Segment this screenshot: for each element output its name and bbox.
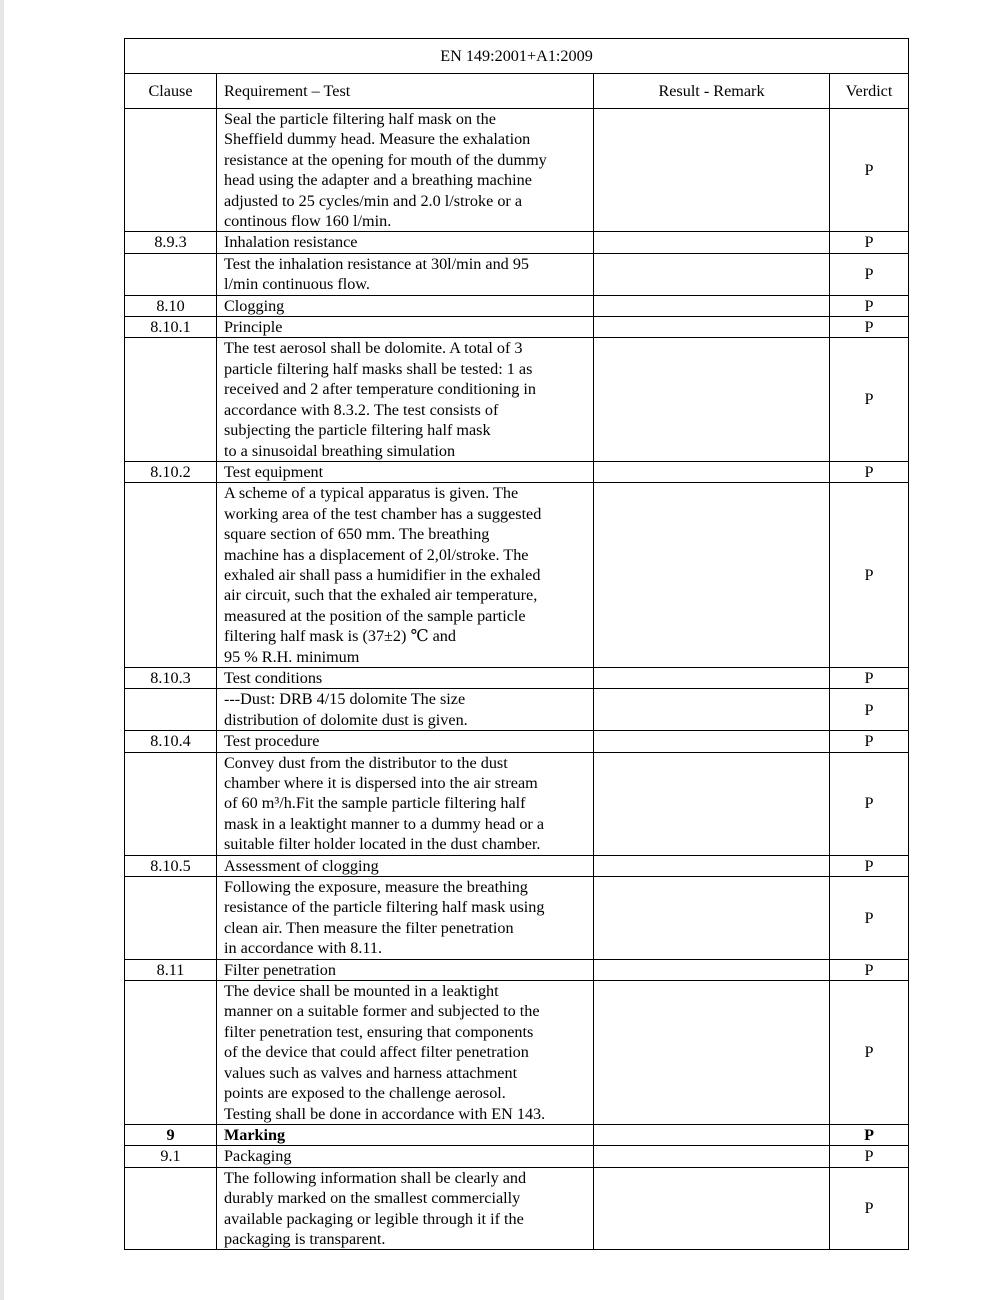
verdict-cell: P [830,109,909,232]
result-cell [594,338,830,461]
requirement-cell: The device shall be mounted in a leaktight manner on a suitable former and subjected to the filter penetration test, ensuring that components of the device that could affect filter penetration values such as valves and harness attachment points are exposed to the challenge aerosol. Testing shall be done in accordance with EN 143. [217,981,594,1125]
table-row [125,295,909,316]
page-edge [0,0,4,1300]
table-row [125,253,909,295]
result-cell [594,981,830,1125]
table-row [125,752,909,855]
requirement-cell: Test conditions [217,667,594,688]
result-cell [594,253,830,295]
clause-cell: 8.9.3 [125,232,217,253]
requirement-cell: Principle [217,317,594,338]
verdict-cell: P [830,981,909,1125]
result-cell [594,1146,830,1167]
table-row [125,109,909,232]
clause-cell: 9.1 [125,1146,217,1167]
clause-cell: 8.10.3 [125,667,217,688]
clause-cell [125,109,217,232]
clause-header: Clause [125,74,217,109]
clause-cell: 8.10.4 [125,731,217,752]
result-cell [594,317,830,338]
verdict-cell: P [830,338,909,461]
result-cell [594,877,830,960]
requirement-cell: A scheme of a typical apparatus is given. The working area of the test chamber has a suggested square section of 650 mm. The breathing machine has a displacement of 2,0l/stroke. The exhaled air shall pass a humidifier in the exhaled air circuit, such that the exhaled air temperature, measured at the position of the sample particle filtering half mask is (37±2) ℃ and 95 % R.H. minimum [217,483,594,668]
verdict-cell: P [830,877,909,960]
clause-cell [125,981,217,1125]
verdict-cell: P [830,317,909,338]
clause-cell [125,877,217,960]
requirement-cell: ---Dust: DRB 4/15 dolomite The size distribution of dolomite dust is given. [217,689,594,731]
table-row [125,959,909,980]
table-row [125,855,909,876]
table-row [125,731,909,752]
verdict-header: Verdict [830,74,909,109]
table-row [125,1167,909,1250]
standard-title: EN 149:2001+A1:2009 [125,39,909,74]
clause-cell: 8.10.1 [125,317,217,338]
table-row [125,689,909,731]
header-row [125,74,909,109]
requirement-cell: The following information shall be clearly and durably marked on the smallest commercially available packaging or legible through it if the packaging is transparent. [217,1167,594,1250]
result-header: Result - Remark [594,74,830,109]
requirement-cell: Filter penetration [217,959,594,980]
table-row [125,1146,909,1167]
verdict-cell: P [830,689,909,731]
verdict-cell: P [830,253,909,295]
table-body [125,109,909,1250]
result-cell [594,667,830,688]
verdict-cell: P [830,855,909,876]
requirement-cell: Test equipment [217,461,594,482]
verdict-cell: P [830,752,909,855]
clause-cell: 8.11 [125,959,217,980]
clause-cell [125,689,217,731]
requirement-cell: Clogging [217,295,594,316]
clause-cell: 9 [125,1124,217,1145]
table-row [125,483,909,668]
verdict-cell: P [830,1146,909,1167]
table-row [125,461,909,482]
result-cell [594,461,830,482]
result-cell [594,1167,830,1250]
table-row [125,877,909,960]
requirement-cell: Following the exposure, measure the breathing resistance of the particle filtering half mask using clean air. Then measure the filter penetration in accordance with 8.11. [217,877,594,960]
verdict-cell: P [830,1167,909,1250]
table-row [125,232,909,253]
result-cell [594,959,830,980]
result-cell [594,109,830,232]
clause-table [124,38,909,1250]
clause-cell [125,483,217,668]
verdict-cell: P [830,295,909,316]
result-cell [594,1124,830,1145]
result-cell [594,731,830,752]
verdict-cell: P [830,667,909,688]
result-cell [594,295,830,316]
requirement-cell: Assessment of clogging [217,855,594,876]
result-cell [594,689,830,731]
clause-cell [125,1167,217,1250]
requirement-cell: Marking [217,1124,594,1145]
table-row [125,317,909,338]
verdict-cell: P [830,232,909,253]
result-cell [594,483,830,668]
result-cell [594,232,830,253]
requirement-cell: Test the inhalation resistance at 30l/min and 95 l/min continuous flow. [217,253,594,295]
requirement-cell: Packaging [217,1146,594,1167]
requirement-cell: Inhalation resistance [217,232,594,253]
result-cell [594,752,830,855]
clause-cell: 8.10 [125,295,217,316]
requirement-cell: Seal the particle filtering half mask on the Sheffield dummy head. Measure the exhalation resistance at the opening for mouth of the dummy head using the adapter and a breathing machine adjusted to 25 cycles/min and 2.0 l/stroke or a continous flow 160 l/min. [217,109,594,232]
verdict-cell: P [830,461,909,482]
verdict-cell: P [830,731,909,752]
clause-cell: 8.10.2 [125,461,217,482]
table-row [125,981,909,1125]
verdict-cell: P [830,1124,909,1145]
result-cell [594,855,830,876]
clause-cell [125,253,217,295]
clause-cell [125,338,217,461]
requirement-cell: The test aerosol shall be dolomite. A total of 3 particle filtering half masks shall be tested: 1 as received and 2 after temperature conditioning in accordance with 8.3.2. The test consists of subjecting the particle filtering half mask to a sinusoidal breathing simulation [217,338,594,461]
title-row [125,39,909,74]
table-row [125,338,909,461]
requirement-cell: Test procedure [217,731,594,752]
requirement-cell: Convey dust from the distributor to the dust chamber where it is dispersed into the air stream of 60 m³/h.Fit the sample particle filtering half mask in a leaktight manner to a dummy head or a suitable filter holder located in the dust chamber. [217,752,594,855]
clause-cell [125,752,217,855]
table-row [125,667,909,688]
verdict-cell: P [830,483,909,668]
requirement-header: Requirement – Test [217,74,594,109]
verdict-cell: P [830,959,909,980]
clause-cell: 8.10.5 [125,855,217,876]
table-row [125,1124,909,1145]
